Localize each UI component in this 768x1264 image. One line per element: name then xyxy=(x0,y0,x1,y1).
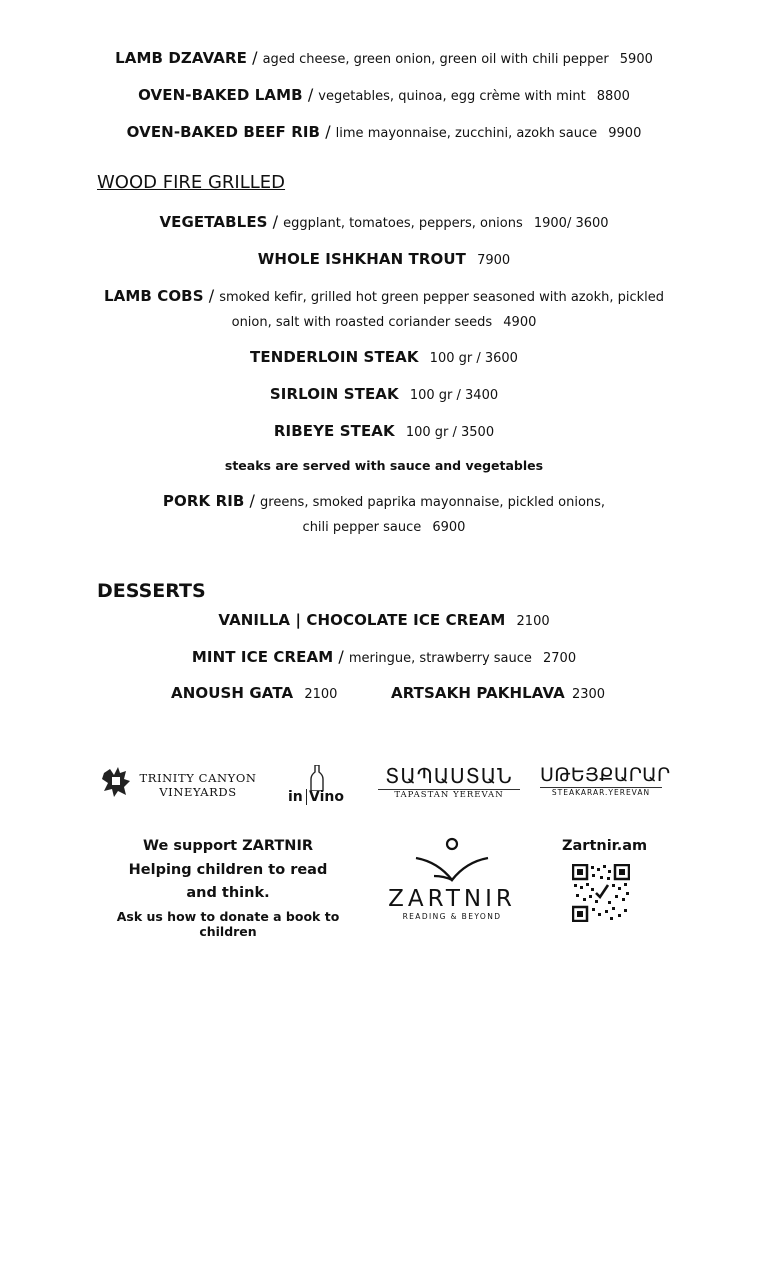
menu-item-pork-rib-cont: chili pepper sauce 6900 xyxy=(302,520,466,535)
wine-bottle-icon xyxy=(310,765,324,791)
support-line-2: Helping children to read xyxy=(128,862,328,878)
menu-item-oven-baked-beef-rib: OVEN-BAKED BEEF RIB / lime mayonnaise, zucchini, azokh sauce 9900 xyxy=(126,122,642,141)
qr-code-icon[interactable] xyxy=(572,864,630,922)
menu-item-lamb-cobs: LAMB COBS / smoked kefir, grilled hot green pepper seasoned with azokh, pickled xyxy=(103,286,665,305)
menu-item-vegetables: VEGETABLES / eggplant, tomatoes, peppers, onions 1900/ 3600 xyxy=(159,212,609,231)
support-line-4: Ask us how to donate a book to children xyxy=(116,909,340,939)
menu-item-lamb-dzavare: LAMB DZAVARE / aged cheese, green onion, green oil with chili pepper 5900 xyxy=(115,48,653,67)
support-line-1: We support ZARTNIR xyxy=(143,838,313,854)
menu-item-vanilla-chocolate: VANILLA | CHOCOLATE ICE CREAM 2100 xyxy=(218,611,550,629)
menu-item-pork-rib: PORK RIB / greens, smoked paprika mayonnaise, pickled onions, xyxy=(162,491,606,510)
rooster-icon xyxy=(100,765,132,799)
zartnir-site[interactable]: Zartnir.am xyxy=(562,838,648,854)
menu-item-tenderloin: TENDERLOIN STEAK 100 gr / 3600 xyxy=(250,348,518,366)
menu-item-anoush-gata: ANOUSH GATA 2100 xyxy=(171,684,338,702)
tapastan-logo: ՏԱՊԱՍՏԱՆ TAPASTAN YEREVAN xyxy=(378,764,520,800)
menu-item-lamb-cobs-cont: onion, salt with roasted coriander seeds 4900 xyxy=(231,315,537,330)
support-line-3: and think. xyxy=(186,885,270,901)
zartnir-logo: ZARTNIR READING & BEYOND xyxy=(386,836,518,921)
steakarar-logo: ՍԹԵՅՔԱՐԱՐ STEAKARAR.YEREVAN xyxy=(540,764,671,797)
section-title-grilled: WOOD FIRE GRILLED xyxy=(97,172,286,193)
invino-logo: in Vino xyxy=(288,765,348,813)
steaks-note: steaks are served with sauce and vegetables xyxy=(224,458,544,473)
menu-item-oven-baked-lamb: OVEN-BAKED LAMB / vegetables, quinoa, egg crème with mint 8800 xyxy=(138,85,630,104)
menu-item-sirloin: SIRLOIN STEAK 100 gr / 3400 xyxy=(269,385,499,403)
menu-item-ribeye: RIBEYE STEAK 100 gr / 3500 xyxy=(273,422,495,440)
open-book-icon xyxy=(386,836,518,886)
menu-item-ishkhan-trout: WHOLE ISHKHAN TROUT 7900 xyxy=(257,250,511,268)
menu-item-mint-ice-cream: MINT ICE CREAM / meringue, strawberry sauce 2700 xyxy=(191,647,577,666)
menu-item-artsakh-pakhlava: ARTSAKH PAKHLAVA 2300 xyxy=(391,684,606,702)
section-title-desserts: DESSERTS xyxy=(97,580,206,602)
